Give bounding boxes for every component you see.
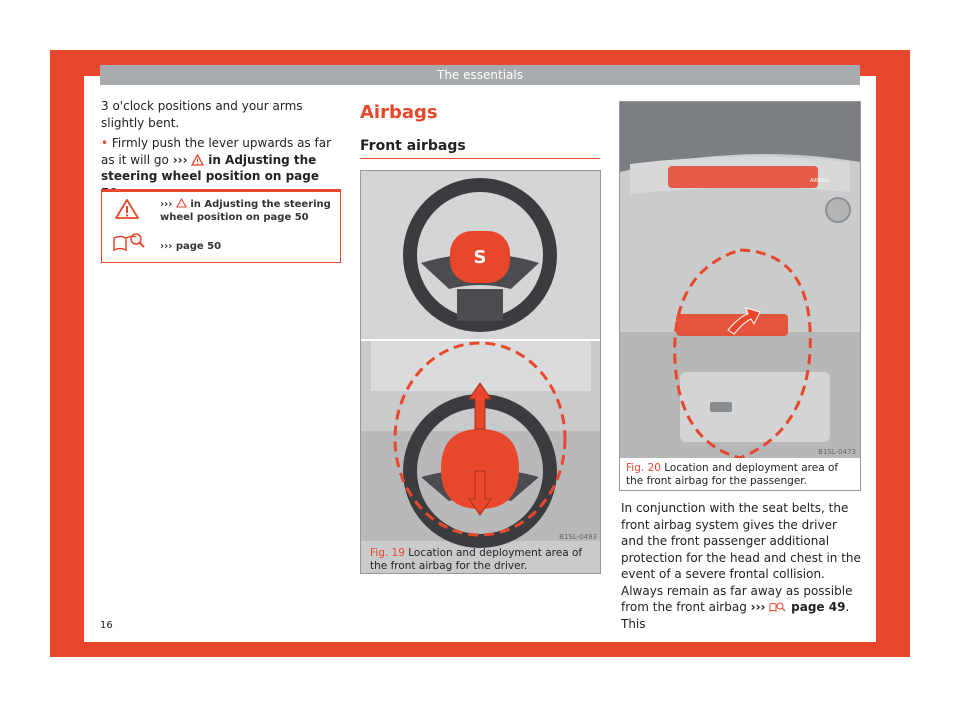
- subsection-rule: [360, 158, 600, 159]
- body-link[interactable]: page 49: [791, 600, 846, 614]
- warning-icon: [114, 198, 140, 220]
- reference-row-page[interactable]: [160, 240, 335, 253]
- body-arrows: ›››: [750, 600, 766, 614]
- warning-icon: [176, 198, 187, 208]
- figure-caption: [370, 547, 596, 573]
- figure-caption: [626, 462, 856, 488]
- bullet-arrows: ›››: [172, 152, 188, 167]
- figure-caption-text: Location and deployment area of the front airbag for the passenger.: [626, 462, 839, 487]
- reference-box-accent: [102, 190, 340, 192]
- book-magnifier-icon: [769, 601, 787, 613]
- body-end: . This: [621, 600, 850, 631]
- bullet-dot: •: [101, 136, 109, 150]
- paragraph-1: 3 o'clock positions and your arms slightly bent.: [101, 99, 303, 130]
- figure-number: Fig. 19: [370, 547, 405, 559]
- bullet-text: Firmly push the lever upwards as far as it will go: [101, 136, 332, 167]
- figure-20: [619, 101, 861, 491]
- section-title: Airbags: [360, 102, 438, 123]
- body-text: In conjunction with the seat belts, the front airbag system gives the driver and the front passenger additional protection for the head and chest in the event of a severe frontal collision. Always remain as far away as possible from the front airbag: [621, 501, 861, 614]
- section-header-title: The essentials: [437, 68, 523, 82]
- reference-arrows: ›››: [160, 199, 173, 210]
- figure-number: Fig. 20: [626, 462, 661, 474]
- warning-icon: [191, 154, 204, 166]
- subsection-title: Front airbags: [360, 138, 466, 154]
- bullet-link[interactable]: in Adjusting the steering wheel position on page: [101, 152, 319, 183]
- reference-row-warning[interactable]: [160, 198, 335, 224]
- book-magnifier-icon: [112, 230, 146, 254]
- figure-code: B1SL-0493: [559, 533, 597, 541]
- body-paragraph: [621, 500, 861, 632]
- page-number: 16: [100, 620, 113, 631]
- airbag-label: AIRBAG: [810, 178, 830, 184]
- reference-box: [101, 189, 341, 263]
- passenger-airbag-illustration: [620, 102, 860, 458]
- reference-link-text: in Adjusting the steering wheel position on page 50: [160, 199, 331, 223]
- reference-page-text: ››› page 50: [160, 241, 222, 252]
- figure-caption-text: Location and deployment area of the front airbag for the driver.: [370, 547, 583, 572]
- figure-code: B1SL-0473: [818, 448, 856, 456]
- driver-airbag-illustration: [361, 171, 600, 573]
- section-header: [100, 65, 860, 85]
- figure-19: [360, 170, 601, 574]
- seat-logo: S: [473, 247, 487, 268]
